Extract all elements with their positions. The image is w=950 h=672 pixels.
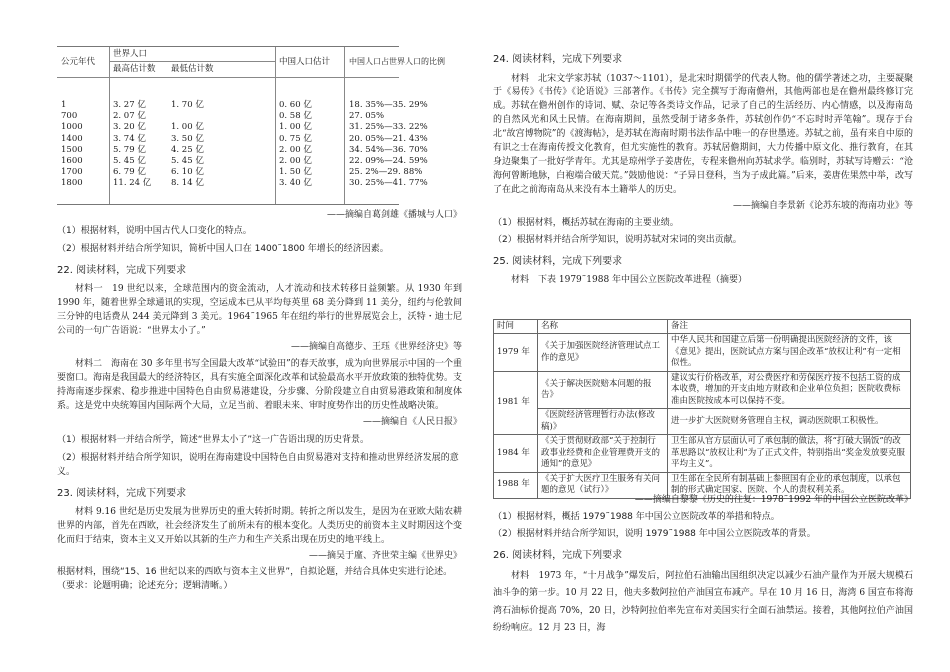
hospital-reform-table [493,319,911,499]
q21-sub1: （1）根据材料，说明中国古代人口变化的特点。 [57,225,252,236]
pop-cell-year: 1000 [61,122,83,133]
table-subheader-rule [109,61,275,62]
q25-intro: 材料 下表 1979˜1988 年中国公立医院改革进程（摘要） [511,275,748,286]
pop-cell-world-min: 1. 70 亿 [171,100,204,110]
q22-material-2: 材料二 海南在 30 多年里书写全国最大改革“试验田”的春天故事，成为向世界展示中国的一个重要窗口。海南是我国最大的经济特区，具有实施全面深化改革和试验最高水平开放政策的独特优势。支持海南逐步探索、稳步推进中国特色自由贸易港建设，分步骤、分阶段建立自由贸易港政策和制度体系。这是党中央统筹国内国际两个大局，立足当前、着眼未来、审时度势作出的历史性战略决策。 [57,359,463,411]
pop-cell-world-max: 6. 79 亿 [113,167,146,178]
hosp-cell-note: 建议实行价格改革，对公费医疗和劳保医疗按不包括工资的成本收费，增加的开支由地方财政和企业单位负担；医院收费标准由医院按成本可以保持不变。 [668,371,911,408]
pop-cell-year: 1 [61,100,67,110]
q23-material: 材料 9.16 世纪是历史发展为世界历史的重大转折时期。转折之所以发生，是因为在亚欧大陆农耕世界的内部，首先在西欧，社会经济发生了前所未有的根本变化。人类历史的前资本主义时期因这个变化而归于结束，资本主义又开始以其新的生产力和生产关系出现在历史的地平线上。 [57,507,463,545]
pop-cell-world-min: 4. 25 亿 [171,144,204,155]
hosp-cell-note: 中华人民共和国建立后第一份明确提出医院经济的文件，该《意见》提出，医院试点方案与国企改革“放权让利”有一定相似性。 [668,334,911,371]
q25-heading: 25. 阅读材料，完成下列要求 [493,255,623,267]
hosp-header-time: 时间 [494,320,538,334]
pop-cell-china: 3. 40 亿 [279,178,312,189]
q24-sub1: （1）根据材料，概括苏轼在海南的主要业绩。 [493,217,679,228]
pop-cell-year: 1800 [61,178,83,189]
q26-material: 材料 1973 年，“十月战争”爆发后，阿拉伯石油输出国组织决定以减少石油产量作为开展大规模石油斗争的第一步。10 月 22 日，他夫多数阿拉伯产油国宣布减产。早在 10 月 16 日，海湾 6 国宣布将海湾石油标价提高 70%，20 日，沙特阿拉伯率先宣布对美国实行全面石油禁运。接着，其他阿拉伯产油国纷纷响应。12 月 23 日，海 [493,571,913,633]
header-year: 公元年代 [61,57,96,67]
q22-material-1-source: ——摘编自高德步、王珏《世界经济史》等 [290,342,462,353]
pop-cell-world-max: 3. 20 亿 [113,122,146,133]
q24-material: 材料 北宋文学家苏轼（1037～1101），是北宋时期儒学的代表人物。他的儒学著述之功，主要凝聚于《易传》《书传》《论语说》三部著作。《书传》完全撰写于海南儋州，其他两部也是在儋州最终修订完成。苏轼在儋州创作的诗词、赋、杂记等各类诗文作品，记录了自己的生活经历、内心情感，以及海南岛的自然风光和风土民情。在海南期间，虽然受制于诸多条件，苏轼创作仍“不忘时时弄笔翰”。现存于台北“故宫博物院”的《渡海帖》，是苏轼在海南时期书法作品中唯一的存世墨迹。苏轼之前，虽有来自中原的有识之士在海南传授文化教育，但尤实施性的教育。苏轼居儋期间，大力传播中原文化、推行教育，在其身边聚集了一批好学青年。尤其是琼州学子姜唐佐，专程来儋州向苏轼求学。临别时，苏轼写诗赠云：“沧海何曾断地脉，白袍端合破天荒。”鼓励他说：“子异日登科，当为子成此篇。”后来，姜唐佐果然中举，改写了在此之前海南岛从来没有本土籍举人的历史。 [493,73,913,195]
pop-cell-china: 2. 00 亿 [279,156,312,166]
pop-cell-world-max: 5. 79 亿 [113,144,146,155]
pop-cell-world-min: 6. 10 亿 [171,167,204,178]
pop-cell-china: 0. 75 亿 [279,133,312,144]
pop-cell-china: 1. 50 亿 [279,167,312,178]
pop-cell-ratio: 18. 35%—35. 29% [349,100,428,110]
header-china: 中国人口估计 [279,57,331,67]
hosp-cell-name: 《关于扩大医疗卫生服务有关问题的意见（试行）》 [538,472,668,498]
pop-cell-world-max: 3. 74 亿 [113,133,146,144]
q23-heading: 23. 阅读材料，完成下列要求 [57,487,187,499]
hosp-cell-name: 《关于贯彻财政部“关于控制行政事业经费和企业管理费开支的通知”的意见》 [538,435,668,472]
q26-heading: 26. 阅读材料，完成下列要求 [493,549,623,561]
pop-cell-year: 1500 [61,144,83,155]
table-row [494,409,911,435]
pop-cell-world-max: 3. 27 亿 [113,100,146,110]
hosp-cell-note: 进一步扩大医院财务管理自主权，调动医院职工积极性。 [668,409,911,435]
hosp-cell-name: 《医院经济管理暂行办法(修改稿)》 [538,409,668,435]
hosp-cell-name: 《关于加强医院经济管理试点工作的意见》 [538,334,668,371]
q22-sub1: （1）根据材料一并结合所学，简述“世界太小了”这一广告语出现的历史背景。 [57,434,370,445]
pop-cell-world-min: 5. 45 亿 [171,156,204,166]
header-ratio: 中国人口占世界人口的比例 [349,57,445,66]
q25-source: ——摘编自黎黎《历史的往复：1978˜1992 年的中国公立医院改革》 [634,495,913,505]
hosp-header-note: 备注 [668,320,911,334]
q24-material-source: ——摘编自李景新《论苏东坡的海南功业》等 [732,200,913,211]
q21-sub2: （2）根据材料并结合所学知识，简析中国人口在 1400˜1800 年增长的经济因素。 [57,243,389,254]
q24-sub2: （2）根据材料并结合所学知识，说明苏轼对宋词的突出贡献。 [493,234,742,245]
table-row [494,371,911,408]
table-row [494,334,911,371]
q22-material-1: 材料一 19 世纪以来，全球范围内的资金流动，人才流动和技术转移日益频繁。从 1930 年到 1990 年，随着世界全球通讯的实现，空运成本已从平均每英里 68 美分降到 11 美分，纽约与伦敦间三分钟的电话费从 244 美元降到 3 美元。1964˜1965 年在纽约举行的世界展览会上，沃特・迪士尼公司的一句广告语说：“世界太小了。” [57,284,462,337]
pop-cell-ratio: 25. 2%—29. 88% [349,167,423,178]
pop-cell-world-min: 1. 00 亿 [171,122,204,133]
pop-cell-world-min: 3. 50 亿 [171,133,204,144]
pop-cell-world-max: 2. 07 亿 [113,111,146,122]
pop-cell-year: 1700 [61,167,83,178]
pop-cell-world-max: 5. 45 亿 [113,156,146,166]
q24-heading: 24. 阅读材料，完成下列要求 [493,54,623,65]
pop-cell-ratio: 31. 25%—33. 22% [349,122,428,133]
q25-sub1: （1）根据材料，概括 1979˜1988 年中国公立医院改革的举措和特点。 [493,511,780,522]
q25-sub2: （2）根据材料并结合所学知识，说明 1979˜1988 年中国公立医院改革的背景。 [493,528,816,539]
hosp-cell-name: 《关于解决医院赔本问题的报告》 [538,371,668,408]
hosp-cell-time: 1988 年 [494,472,538,498]
pop-cell-china: 0. 60 亿 [279,100,312,110]
pop-cell-ratio: 20. 05%—21. 43% [349,133,428,144]
header-world: 世界人口 [113,49,148,59]
pop-cell-ratio: 34. 54%—36. 70% [349,144,428,155]
q23-material-source: ——摘吴于廑、齐世荣主编《世界史》 [308,550,462,561]
hosp-cell-note: 卫生部从官方层面认可了承包制的做法，将“打破大锅饭”的改革思路以“放权让利”为了正式文件，特别指出“奖金发放要克服平均主义”。 [668,435,911,472]
pop-cell-year: 700 [61,111,78,122]
hosp-cell-time: 1979 年 [494,334,538,371]
table-divider [275,47,276,204]
table-row [494,435,911,472]
pop-cell-world-max: 11. 24 亿 [113,178,152,189]
hosp-cell-time: 1984 年 [494,435,538,472]
header-world-min: 最低估计数 [171,64,214,74]
q22-sub2: （2）根据材料并结合所学知识，说明在海南建设中国特色自由贸易港对支持和推动世界经济发展的意义。 [57,452,459,477]
hosp-header-name: 名称 [538,320,668,334]
pop-cell-year: 1400 [61,133,83,144]
pop-cell-ratio: 22. 09%—24. 59% [349,156,428,166]
pop-cell-china: 1. 00 亿 [279,122,312,133]
table-divider [109,47,110,204]
pop-cell-china: 2. 00 亿 [279,144,312,155]
hosp-cell-time: 1981 年 [494,371,538,434]
pop-cell-china: 0. 58 亿 [279,111,312,122]
q22-heading: 22. 阅读材料，完成下列要求 [57,264,187,276]
pop-cell-ratio: 30. 25%—41. 77% [349,178,428,189]
q23-requirement: 根据材料，围绕“15、16 世纪以来的西欧与资本主义世界”，自拟论题，并结合具体史实进行论述。（要求：论题明确；论述充分；逻辑清晰。） [57,566,453,591]
pop-source: ——摘编自葛剑雄《播城与人口》 [326,210,462,220]
header-world-max: 最高估计数 [113,64,156,74]
pop-cell-world-min: 8. 14 亿 [171,178,204,189]
pop-cell-ratio: 27. 05% [349,111,385,122]
q22-material-2-source: ——摘编自《人民日报》 [362,416,462,427]
pop-cell-year: 1600 [61,156,83,166]
table-divider [344,47,345,204]
hosp-cell-note: 卫生部在全民所有制基础上参照国有企业的承包制度，以承包制的形式确定国家、医院、个人的责权利关系。 [668,472,911,498]
table-header-rule [57,77,399,78]
population-table [57,46,445,205]
